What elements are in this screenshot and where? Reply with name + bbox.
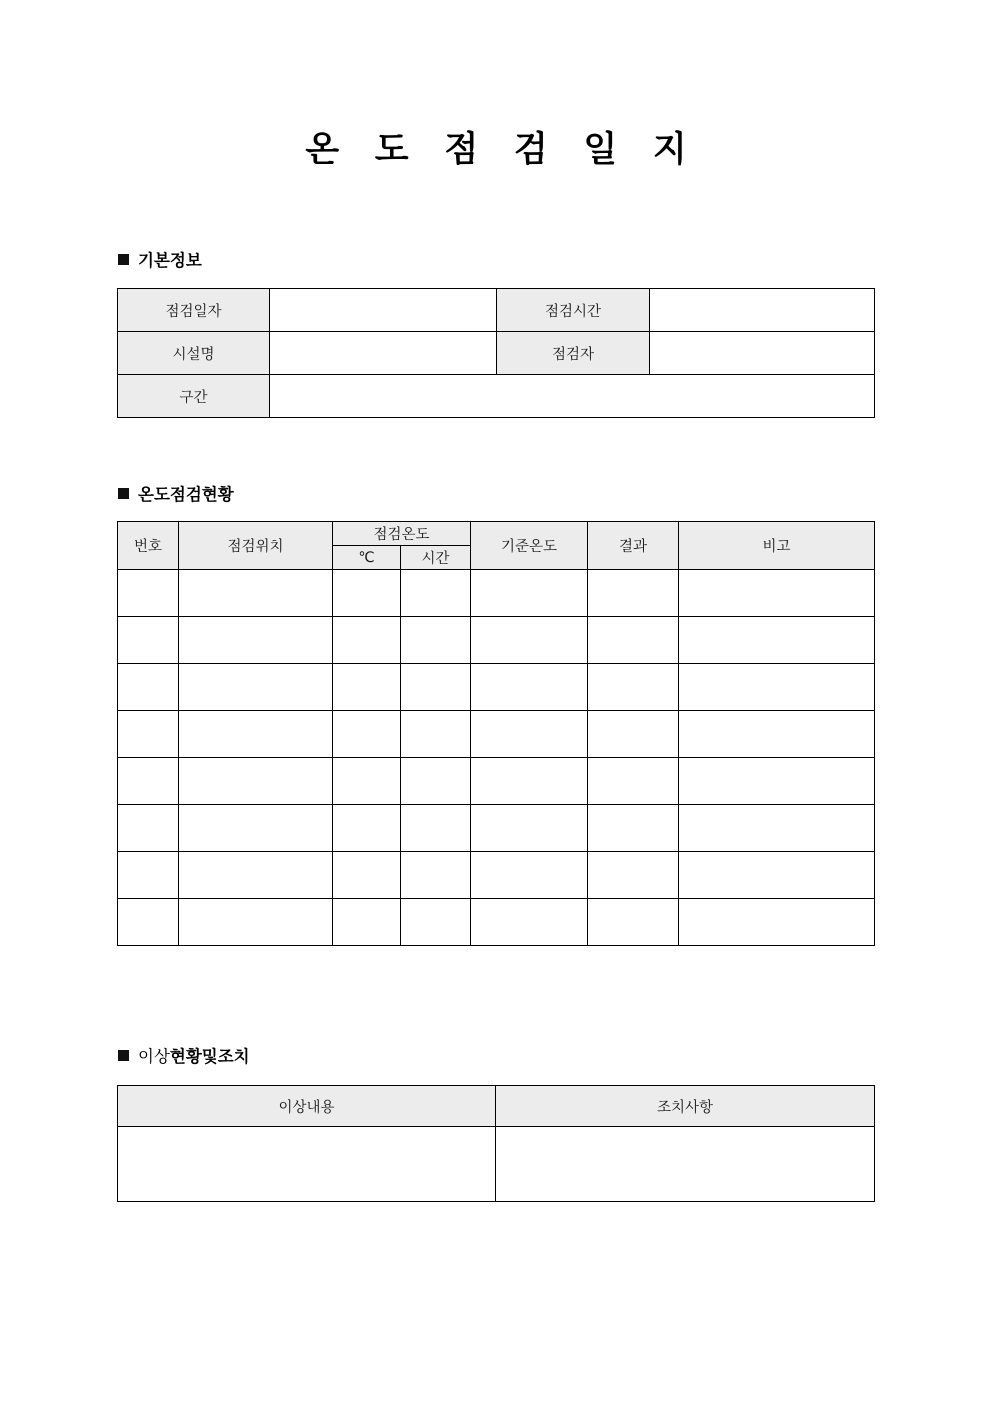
cell-celsius[interactable] [333,899,401,946]
table-row [118,852,875,899]
cell-number[interactable] [118,805,179,852]
cell-result[interactable] [588,570,679,617]
cell-time[interactable] [401,805,471,852]
square-bullet-icon [118,488,129,499]
table-row [118,1127,875,1202]
cell-celsius[interactable] [333,711,401,758]
cell-note[interactable] [679,570,875,617]
cell-standard-temp[interactable] [471,899,588,946]
table-row [118,711,875,758]
value-inspection-date[interactable] [270,289,497,332]
label-inspection-time: 점검시간 [497,289,650,332]
cell-number[interactable] [118,711,179,758]
value-inspection-time[interactable] [650,289,875,332]
cell-standard-temp[interactable] [471,617,588,664]
label-facility-name: 시설명 [118,332,270,375]
section-heading-temp-status [118,484,234,506]
cell-location[interactable] [179,805,333,852]
cell-time[interactable] [401,852,471,899]
value-inspector[interactable] [650,332,875,375]
column-header-number: 번호 [118,522,179,570]
column-header-result: 결과 [588,522,679,570]
column-header-note: 비고 [679,522,875,570]
cell-celsius[interactable] [333,805,401,852]
cell-time[interactable] [401,711,471,758]
cell-location[interactable] [179,711,333,758]
label-section-range: 구간 [118,375,270,418]
cell-result[interactable] [588,664,679,711]
cell-standard-temp[interactable] [471,852,588,899]
table-row [118,332,875,375]
cell-time[interactable] [401,664,471,711]
section-heading-abnormality-label-light: 이상 [138,1048,170,1066]
section-heading-basic-info-label: 기본정보 [138,252,202,270]
cell-result[interactable] [588,805,679,852]
table-header-row [118,1086,875,1127]
cell-location[interactable] [179,899,333,946]
table-row [118,375,875,418]
square-bullet-icon [118,254,129,265]
column-header-inspection-temp-group: 점검온도 [333,522,471,546]
cell-location[interactable] [179,617,333,664]
cell-number[interactable] [118,570,179,617]
cell-note[interactable] [679,805,875,852]
section-heading-temp-status-label: 온도점검현황 [138,486,234,504]
cell-number[interactable] [118,852,179,899]
cell-celsius[interactable] [333,852,401,899]
table-row [118,664,875,711]
cell-time[interactable] [401,570,471,617]
table-row [118,758,875,805]
section-heading-abnormality [118,1046,250,1068]
cell-standard-temp[interactable] [471,711,588,758]
cell-standard-temp[interactable] [471,805,588,852]
cell-standard-temp[interactable] [471,758,588,805]
abnormality-table [117,1085,875,1202]
table-row [118,617,875,664]
value-section-range[interactable] [270,375,875,418]
cell-result[interactable] [588,758,679,805]
value-abnormality-detail[interactable] [118,1127,496,1202]
section-heading-abnormality-label: 현황및조치 [169,1048,250,1066]
cell-note[interactable] [679,664,875,711]
cell-time[interactable] [401,758,471,805]
square-bullet-icon [118,1050,129,1061]
column-header-abnormality-detail: 이상내용 [118,1086,496,1127]
column-header-action-taken: 조치사항 [496,1086,875,1127]
label-inspector: 점검자 [497,332,650,375]
table-header-row [118,522,875,546]
basic-info-table [117,288,875,418]
label-inspection-date: 점검일자 [118,289,270,332]
cell-celsius[interactable] [333,758,401,805]
cell-celsius[interactable] [333,664,401,711]
cell-celsius[interactable] [333,570,401,617]
value-facility-name[interactable] [270,332,497,375]
cell-standard-temp[interactable] [471,570,588,617]
column-header-location: 점검위치 [179,522,333,570]
column-header-standard-temp: 기준온도 [471,522,588,570]
cell-note[interactable] [679,899,875,946]
cell-note[interactable] [679,711,875,758]
temperature-status-body [118,570,875,946]
table-row [118,570,875,617]
page-title: 온 도 점 검 일 지 [305,130,700,169]
abnormality-body [118,1127,875,1202]
cell-time[interactable] [401,899,471,946]
temperature-status-table [117,521,875,946]
column-header-celsius: ℃ [333,546,401,570]
cell-location[interactable] [179,664,333,711]
cell-location[interactable] [179,570,333,617]
cell-celsius[interactable] [333,617,401,664]
cell-result[interactable] [588,711,679,758]
table-row [118,289,875,332]
table-row [118,805,875,852]
table-row [118,899,875,946]
cell-note[interactable] [679,617,875,664]
cell-result[interactable] [588,617,679,664]
cell-note[interactable] [679,758,875,805]
cell-number[interactable] [118,617,179,664]
cell-number[interactable] [118,664,179,711]
section-heading-basic-info [118,250,202,272]
cell-number[interactable] [118,899,179,946]
cell-location[interactable] [179,758,333,805]
cell-note[interactable] [679,852,875,899]
value-action-taken[interactable] [496,1127,875,1202]
cell-time[interactable] [401,617,471,664]
cell-number[interactable] [118,758,179,805]
column-header-time: 시간 [401,546,471,570]
cell-standard-temp[interactable] [471,664,588,711]
cell-location[interactable] [179,852,333,899]
cell-result[interactable] [588,899,679,946]
cell-result[interactable] [588,852,679,899]
